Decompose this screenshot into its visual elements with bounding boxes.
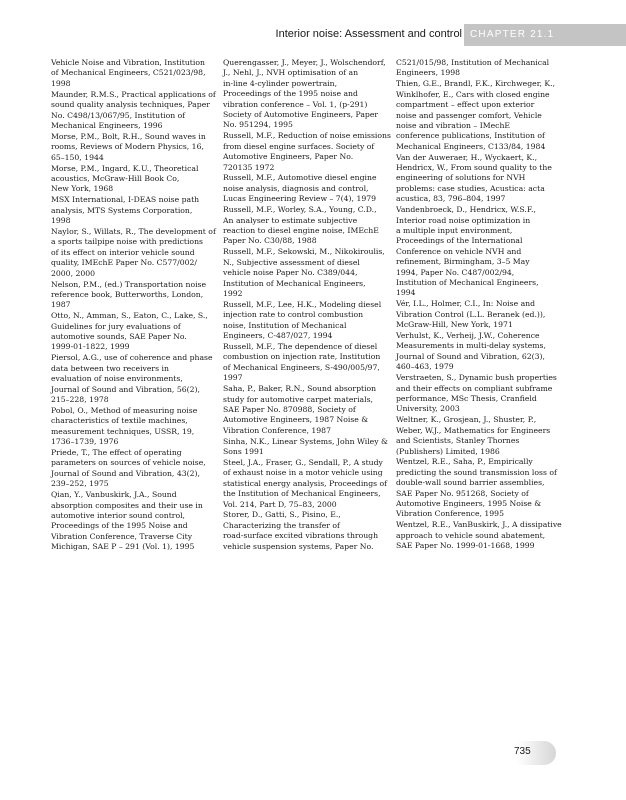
reference-entry: [223, 300, 399, 342]
reference-line: Priede, T., The effect of operating: [51, 448, 182, 458]
reference-entry: [396, 58, 572, 79]
reference-line: 1994: [396, 288, 416, 298]
reference-line: 1998: [51, 216, 71, 226]
reference-line: No. C498/13/067/95, Institution of: [51, 110, 186, 120]
reference-line: Saha, P., Baker, R.N., Sound absorption: [223, 384, 377, 394]
reference-line: evaluation of noise environments,: [51, 374, 183, 384]
reference-line: statistical energy analysis, Proceedings of: [223, 478, 388, 488]
reference-line: Russell, M.F., Worley, S.A., Young, C.D.,: [223, 205, 377, 215]
reference-entry: [51, 353, 227, 405]
reference-line: of exhaust noise in a motor vehicle using: [223, 468, 383, 478]
reference-line: Vér, I.L., Holmer, C.I., In: Noise and: [396, 299, 536, 309]
reference-line: 2000, 2000: [51, 268, 96, 278]
reference-line: Institution of Mechanical Engineers,: [396, 278, 539, 288]
reference-entry: [223, 205, 399, 247]
reference-line: vehicle suspension systems, Paper No.: [223, 541, 374, 551]
reference-line: 1999-01-1822, 1999: [51, 342, 130, 352]
reference-line: SAE Paper No. 870988, Society of: [223, 404, 356, 414]
reference-line: Automotive Engineers, 1995 Noise &: [396, 499, 542, 509]
reference-entry: [396, 205, 572, 299]
reference-line: Wentzel, R.E., VanBuskirk, J., A dissipative: [396, 520, 562, 530]
reference-line: from diesel engine surfaces. Society of: [223, 141, 375, 151]
reference-line: Mechanical Engineers, 1996: [51, 120, 163, 130]
reference-entry: [51, 164, 227, 195]
reference-line: Hendricx, W., From sound quality to the: [396, 163, 552, 173]
reference-line: (Publishers) Limited, 1986: [396, 446, 500, 456]
reference-line: Vandenbroeck, D., Hendricx, W.S.F.,: [396, 205, 536, 215]
reference-line: An analyser to estimate subjective: [223, 215, 358, 225]
running-header: [0, 24, 626, 46]
reference-line: N., Subjective assessment of diesel: [223, 257, 360, 267]
reference-line: Vol. 214, Part D, 75–83, 2000: [223, 499, 337, 509]
reference-line: Weber, W.J., Mathematics for Engineers: [396, 425, 551, 435]
reference-column-3: [396, 58, 572, 552]
reference-line: Russell, M.F., Reduction of noise emissions: [223, 131, 391, 141]
reference-line: Engineers, 1998: [396, 68, 461, 78]
reference-line: Vibration Conference, 1987: [223, 425, 331, 435]
reference-line: Vibration Conference, Traverse City: [51, 531, 193, 541]
reference-entry: [396, 79, 572, 152]
reference-line: injection rate to control combustion: [223, 310, 364, 320]
reference-line: combustion on injection rate, Institution: [223, 352, 381, 362]
reference-line: Sons 1991: [223, 447, 264, 457]
reference-entry: [396, 415, 572, 457]
reference-entry: [223, 384, 399, 436]
reference-line: Conference on vehicle NVH and: [396, 246, 522, 256]
reference-list: [0, 58, 626, 658]
reference-entry: [223, 342, 399, 384]
reference-line: road-surface excited vibrations through: [223, 531, 379, 541]
page-number-tab: [500, 741, 556, 765]
reference-entry: [51, 227, 227, 279]
reference-entry: [396, 331, 572, 373]
reference-line: characteristics of textile machines,: [51, 416, 188, 426]
reference-line: sound quality analysis techniques, Paper: [51, 100, 210, 110]
reference-line: vibration conference – Vol. 1, (p-291): [223, 99, 368, 109]
reference-line: Automotive Engineers, Paper No.: [223, 152, 354, 162]
reference-entry: [396, 457, 572, 519]
reference-line: in-line 4-cylinder powertrain,: [223, 78, 338, 88]
reference-line: Storer, D., Gatti, S., Pisino, E.,: [223, 510, 341, 520]
reference-line: Guidelines for jury evaluations of: [51, 321, 181, 331]
reference-line: Piersol, A.G., use of coherence and phase: [51, 353, 213, 363]
chapter-label: CHAPTER 21.1: [464, 24, 626, 46]
reference-line: Russell, M.F., Automotive diesel engine: [223, 173, 377, 183]
reference-entry: [223, 247, 399, 299]
reference-line: 1994, Paper No. C487/002/94,: [396, 267, 515, 277]
reference-line: vehicle noise Paper No. C389/044,: [223, 268, 358, 278]
reference-line: Van der Auweraer, H., Wyckaert, K.,: [396, 152, 538, 162]
reference-entry: [51, 490, 227, 552]
reference-line: Vehicle Noise and Vibration, Institution: [51, 58, 205, 67]
reference-line: reference book, Butterworths, London,: [51, 289, 204, 299]
reference-line: Lucas Engineering Review – 7(4), 1979: [223, 194, 377, 204]
reference-entry: [396, 373, 572, 415]
reference-line: and their effects on compliant subframe: [396, 383, 553, 393]
reference-line: analysis, MTS Systems Corporation,: [51, 205, 193, 215]
reference-line: Proceedings of the International: [396, 236, 523, 246]
reference-line: 1736–1739, 1976: [51, 437, 119, 447]
reference-line: predicting the sound transmission loss of: [396, 467, 557, 477]
reference-line: automotive interior sound control,: [51, 510, 186, 520]
reference-line: Querengasser, J., Meyer, J., Wolschendorf,: [223, 58, 386, 67]
reference-line: quality, IMEchE Paper No. C577/002/: [51, 258, 198, 268]
reference-line: J., Nehl, J., NVH optimisation of an: [223, 68, 359, 78]
reference-line: Michigan, SAE P – 291 (Vol. 1), 1995: [51, 542, 195, 552]
reference-line: Measurements in multi-delay systems,: [396, 341, 546, 351]
reference-line: rooms, Reviews of Modern Physics, 16,: [51, 142, 204, 152]
reference-line: 460–463, 1979: [396, 362, 454, 372]
reference-line: noise and passenger comfort, Vehicle: [396, 110, 542, 120]
reference-entry: [51, 132, 227, 163]
reference-line: conference publications, Institution of: [396, 131, 545, 141]
reference-line: Vibration Control (L.L. Beranek (ed.)),: [396, 309, 546, 319]
reference-entry: [396, 299, 572, 330]
reference-line: Automotive Engineers, 1987 Noise &: [223, 415, 369, 425]
reference-line: Steel, J.A., Fraser, G., Sendall, P., A study: [223, 457, 383, 467]
reference-entry: [223, 58, 399, 131]
reference-line: Journal of Sound and Vibration, 62(3),: [396, 351, 545, 361]
reference-line: 215–228, 1978: [51, 395, 109, 404]
reference-line: Russell, M.F., Lee, H.K., Modeling diesel: [223, 299, 382, 309]
reference-column-1: [51, 58, 227, 553]
reference-line: study for automotive carpet materials,: [223, 394, 373, 404]
reference-line: automotive sounds, SAE Paper No.: [51, 332, 187, 342]
reference-line: 65–150, 1944: [51, 152, 104, 162]
reference-line: C521/015/98, Institution of Mechanical: [396, 58, 550, 67]
reference-line: New York, 1968: [51, 184, 114, 194]
reference-line: absorption composites and their use in: [51, 500, 203, 510]
reference-line: of its effect on interior vehicle sound: [51, 247, 195, 257]
page-number: 735: [514, 746, 531, 757]
reference-line: noise, Institution of Mechanical: [223, 320, 347, 330]
reference-line: Journal of Sound and Vibration, 43(2),: [51, 468, 200, 478]
reference-line: parameters on sources of vehicle noise,: [51, 458, 206, 468]
reference-line: McGraw-Hill, New York, 1971: [396, 320, 513, 330]
reference-line: Verhulst, K., Verheij, J.W., Coherence: [396, 331, 540, 341]
reference-line: Proceedings of the 1995 Noise and: [51, 521, 188, 531]
reference-line: acustica, 83, 796–804, 1997: [396, 194, 506, 204]
reference-line: engineering of solutions for NVH: [396, 173, 526, 183]
reference-line: SAE Paper No. 1999-01-1668, 1999: [396, 541, 535, 551]
reference-line: 1987: [51, 300, 71, 310]
reference-entry: [51, 311, 227, 353]
reference-line: double-wall sound barrier assemblies,: [396, 478, 545, 488]
reference-line: data between two receivers in: [51, 363, 169, 373]
reference-line: Institution of Mechanical Engineers,: [223, 278, 366, 288]
reference-line: Weltner, K., Grosjean, J., Shuster, P.,: [396, 415, 537, 425]
reference-line: Characterizing the transfer of: [223, 520, 340, 530]
reference-line: Naylor, S., Willats, R., The development of: [51, 227, 216, 236]
reference-entry: [223, 173, 399, 204]
reference-entry: [51, 406, 227, 448]
reference-line: performance, MSc Thesis, Cranfield: [396, 394, 537, 403]
reference-line: Nelson, P.M., (ed.) Transportation noise: [51, 279, 207, 289]
reference-column-2: [223, 58, 399, 553]
reference-line: Sinha, N.K., Linear Systems, John Wiley &: [223, 436, 388, 446]
reference-line: 1998: [51, 78, 71, 88]
reference-line: Russell, M.F., The dependence of diesel: [223, 341, 378, 351]
reference-entry: [51, 90, 227, 132]
reference-line: University, 2003: [396, 404, 460, 414]
reference-line: Journal of Sound and Vibration, 56(2),: [51, 384, 200, 394]
reference-line: approach to vehicle sound abatement,: [396, 530, 546, 540]
reference-line: Morse, P.M., Bolt, R.H., Sound waves in: [51, 131, 206, 141]
reference-line: the Institution of Mechanical Engineers,: [223, 489, 381, 499]
reference-line: 1997: [223, 373, 243, 383]
reference-line: compartment – effect upon exterior: [396, 100, 535, 110]
reference-line: Vibration Conference, 1995: [396, 509, 504, 519]
reference-line: Proceedings of the 1995 noise and: [223, 89, 358, 99]
reference-line: refinement, Birmingham, 3–5 May: [396, 257, 530, 267]
reference-line: 720135 1972: [223, 162, 275, 172]
reference-line: No. 951294, 1995: [223, 120, 293, 130]
reference-line: Wentzel, R.E., Saha, P., Empirically: [396, 457, 533, 467]
reference-line: SAE Paper No. 951268, Society of: [396, 488, 529, 498]
reference-line: MSX International, I-DEAS noise path: [51, 195, 200, 205]
reference-line: Otto, N., Amman, S., Eaton, C., Lake, S.,: [51, 311, 208, 321]
reference-line: 1992: [223, 288, 243, 298]
reference-line: 239–252, 1975: [51, 479, 109, 489]
reference-line: Russell, M.F., Sekowski, M., Nikokiroulis,: [223, 247, 385, 257]
reference-entry: [51, 58, 227, 89]
reference-line: a multiple input environment,: [396, 226, 513, 235]
reference-entry: [51, 280, 227, 311]
reference-entry: [396, 153, 572, 205]
reference-line: Verstraeten, S., Dynamic bush properties: [396, 373, 557, 383]
reference-line: Maunder, R.M.S., Practical applications of: [51, 89, 216, 99]
reference-line: and Scientists, Stanley Thornes: [396, 436, 520, 446]
reference-line: Society of Automotive Engineers, Paper: [223, 110, 379, 120]
reference-line: Winklhofer, E., Cars with closed engine: [396, 89, 550, 99]
header-title: Interior noise: Assessment and control: [275, 28, 462, 40]
reference-line: acoustics, McGraw-Hill Book Co,: [51, 173, 180, 183]
reference-entry: [223, 131, 399, 173]
reference-line: of Mechanical Engineers, S-490/005/97,: [223, 362, 380, 372]
reference-line: Pobol, O., Method of measuring noise: [51, 405, 198, 415]
reference-line: measurement techniques, USSR, 19,: [51, 426, 195, 436]
reference-line: Interior road noise optimization in: [396, 215, 531, 225]
reference-line: Engineers, C-487/027, 1994: [223, 331, 333, 341]
reference-line: Morse, P.M., Ingard, K.U., Theoretical: [51, 163, 199, 173]
reference-line: noise and vibration – IMechE: [396, 120, 511, 130]
reference-line: reaction to diesel engine noise, IMEchE: [223, 226, 379, 235]
reference-line: Thien, G.E., Brandl, F.K., Kirchweger, K.,: [396, 79, 556, 89]
reference-entry: [51, 195, 227, 226]
reference-entry: [396, 520, 572, 551]
reference-line: noise analysis, diagnosis and control,: [223, 183, 369, 193]
reference-line: Mechanical Engineers, C133/84, 1984: [396, 141, 546, 151]
reference-entry: [223, 510, 399, 552]
reference-entry: [51, 448, 227, 490]
reference-line: Paper No. C30/88, 1988: [223, 236, 317, 246]
reference-entry: [223, 458, 399, 510]
reference-entry: [223, 437, 399, 458]
reference-line: Qian, Y., Vanbuskirk, J.A., Sound: [51, 490, 177, 500]
reference-line: a sports tailpipe noise with predictions: [51, 237, 203, 247]
reference-line: problems: case studies, Acustica: acta: [396, 183, 545, 193]
reference-line: of Mechanical Engineers, C521/023/98,: [51, 68, 206, 78]
